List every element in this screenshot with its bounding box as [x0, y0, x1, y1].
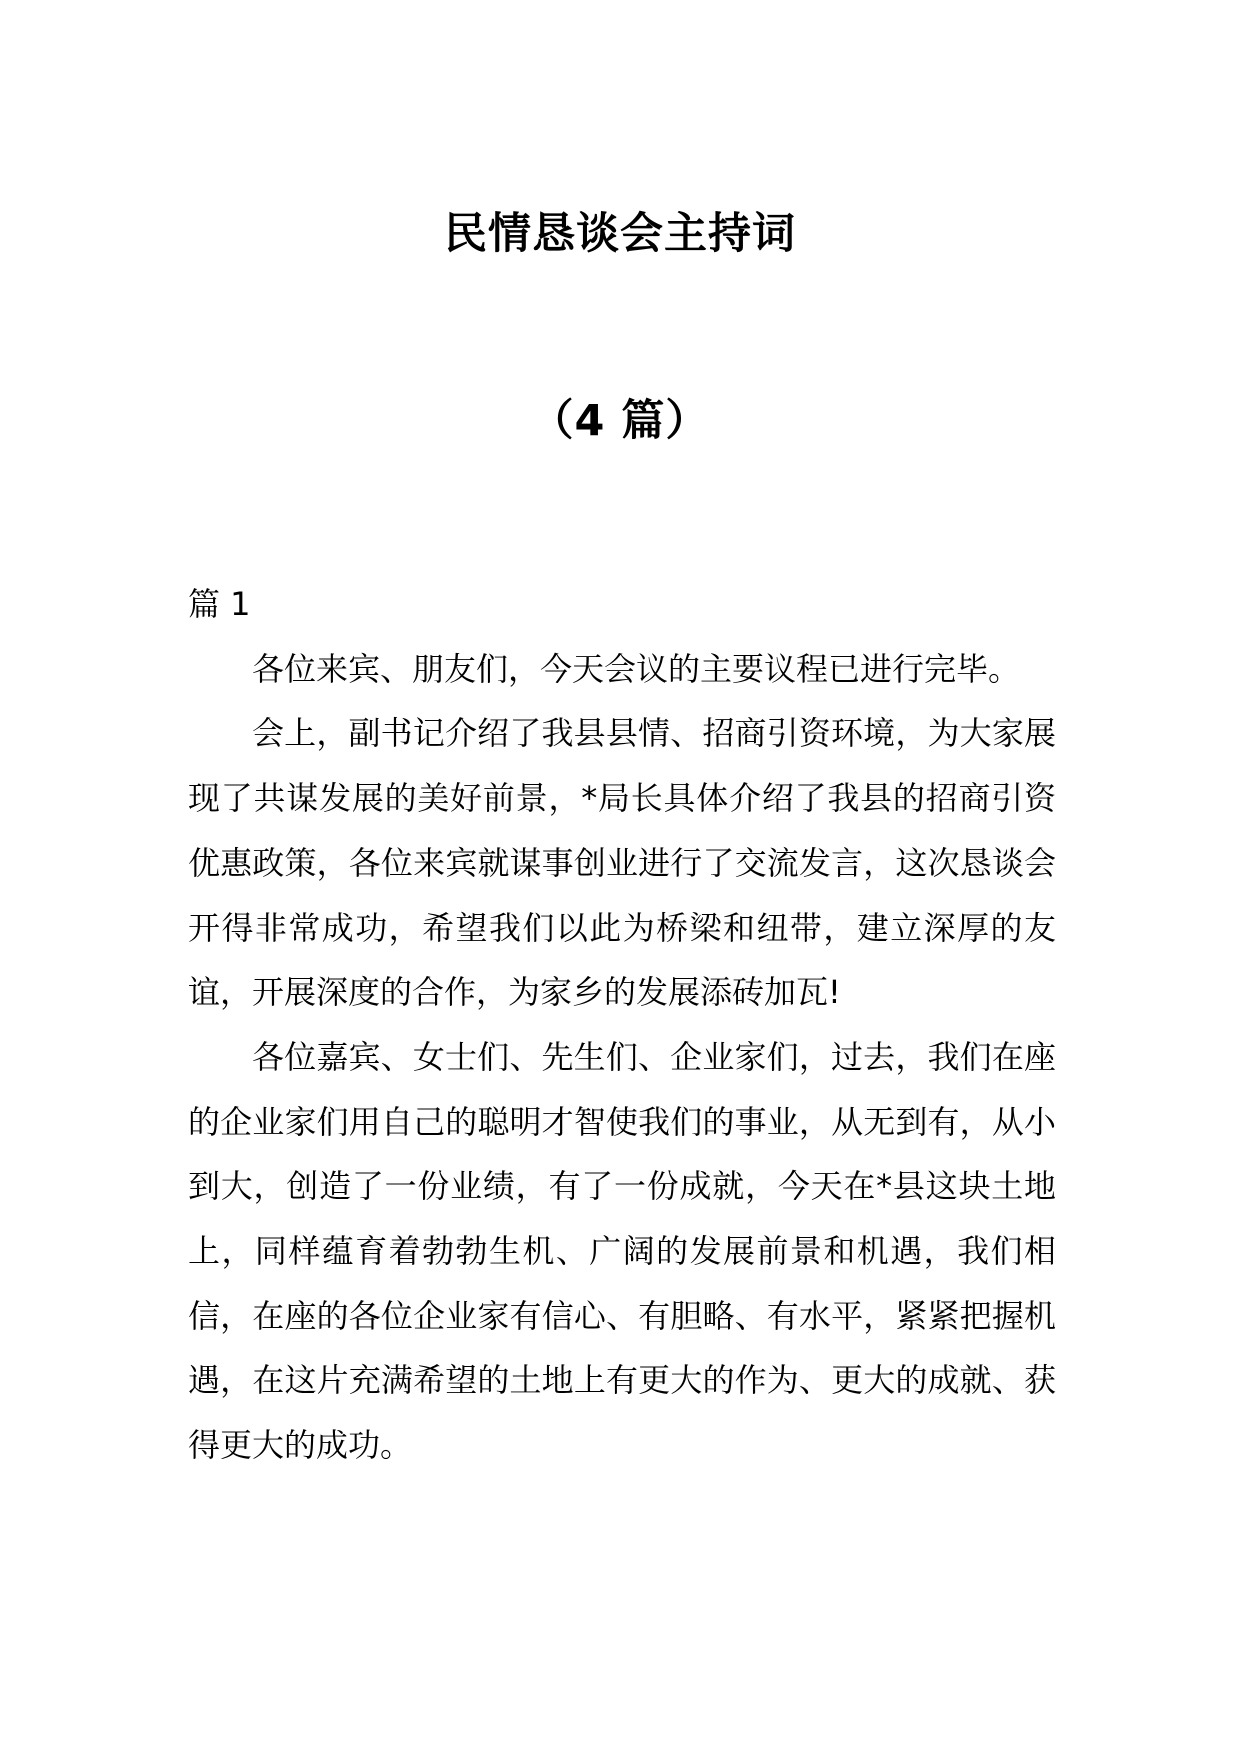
paragraph: 会上，副书记介绍了我县县情、招商引资环境，为大家展现了共谋发展的美好前景，*局长具体介绍了我县的招商引资优惠政策，各位来宾就谋事创业进行了交流发言，这次恳谈会开得非常成功，希望我们以此为桥梁和纽带，建立深厚的友谊，开展深度的合作，为家乡的发展添砖加瓦! — [188, 714, 1056, 1012]
document-title: 民情恳谈会主持词 — [444, 209, 796, 259]
document-body — [188, 572, 1056, 1478]
section-label: 篇 1 — [188, 585, 251, 623]
paragraph: 各位来宾、朋友们，今天会议的主要议程已进行完毕。 — [252, 649, 1021, 688]
paragraph: 各位嘉宾、女士们、先生们、企业家们，过去，我们在座的企业家们用自己的聪明才智使我们的事业，从无到有，从小到大，创造了一份业绩，有了一份成就，今天在*县这块土地上，同样蕴育着勃勃生机、广阔的发展前景和机遇，我们相信，在座的各位企业家有信心、有胆略、有水平，紧紧把握机遇，在这片充满希望的土地上有更大的作为、更大的成就、获得更大的成功。 — [188, 1037, 1056, 1465]
document-subtitle: （4 篇） — [530, 396, 710, 446]
